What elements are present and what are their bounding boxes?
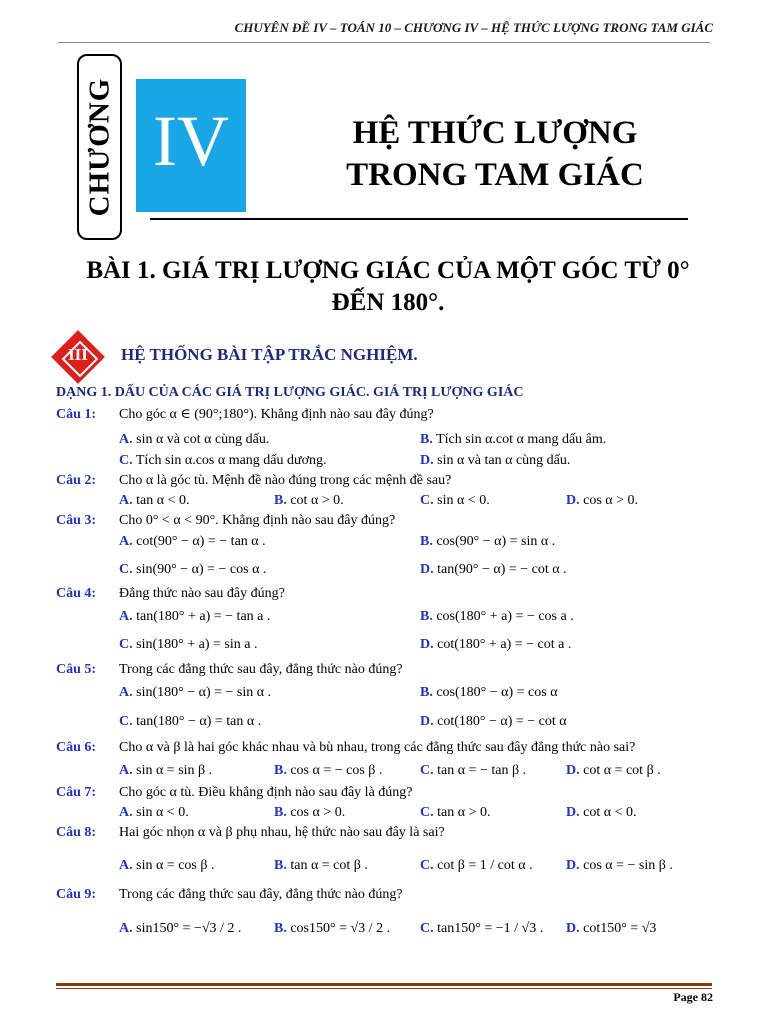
option-text: cot(90° − α) = − tan α . — [136, 534, 266, 549]
option-letter: C. — [420, 858, 434, 873]
option-text: Tích sin α.cot α mang dấu âm. — [436, 432, 607, 447]
page-header: CHUYÊN ĐỀ IV – TOÁN 10 – CHƯƠNG IV – HỆ THỨC LƯỢNG TRONG TAM GIÁC — [234, 20, 713, 35]
option-text: sin(180° − α) = − sin α . — [136, 685, 272, 700]
option-text: cot α > 0. — [290, 493, 344, 508]
option-a — [119, 922, 241, 936]
chapter-label: CHƯƠNG — [83, 77, 116, 217]
option-text: tan(180° + a) = − tan a . — [136, 609, 271, 624]
question-text: Hai góc nhọn α và β phụ nhau, hệ thức nào sau đây là sai? — [119, 825, 445, 840]
option-letter: B. — [420, 685, 433, 700]
option-letter: A. — [119, 858, 133, 873]
option-text: sin α = cos β . — [136, 858, 215, 873]
option-d — [566, 806, 636, 820]
question-label: Câu 7: — [56, 785, 97, 800]
chapter-number-box — [136, 79, 246, 212]
option-b — [420, 686, 558, 700]
chapter-title-underline — [150, 218, 688, 220]
option-a — [119, 610, 270, 624]
option-b — [274, 494, 344, 508]
option-letter: A. — [119, 432, 133, 447]
option-text: sin α và tan α cùng dấu. — [437, 453, 571, 468]
option-letter: C. — [119, 562, 133, 577]
option-text: cot150° = √3 — [583, 921, 657, 936]
option-b — [274, 764, 382, 778]
option-text: sin α = sin β . — [136, 763, 213, 778]
option-c — [420, 764, 526, 778]
option-letter: A. — [119, 534, 133, 549]
option-letter: B. — [274, 493, 287, 508]
question-label: Câu 9: — [56, 887, 97, 902]
option-letter: D. — [420, 637, 434, 652]
option-text: cos α > 0. — [290, 805, 346, 820]
option-d — [566, 764, 661, 778]
option-text: sin α < 0. — [136, 805, 189, 820]
section-title: HỆ THỐNG BÀI TẬP TRẮC NGHIỆM. — [121, 345, 418, 364]
option-letter: A. — [119, 763, 133, 778]
lesson-title-line2: ĐẾN 180°. — [331, 289, 445, 316]
option-c — [119, 715, 261, 729]
option-letter: D. — [566, 493, 580, 508]
question-text: Trong các đẳng thức sau đây, đẳng thức nào đúng? — [119, 662, 403, 677]
option-letter: B. — [274, 763, 287, 778]
option-text: cot α < 0. — [583, 805, 637, 820]
option-letter: C. — [119, 637, 133, 652]
option-letter: A. — [119, 685, 133, 700]
option-b — [274, 806, 345, 820]
page-number: Page 82 — [673, 990, 713, 1004]
question-label: Câu 6: — [56, 740, 97, 755]
option-text: sin150° = −√3 / 2 . — [136, 921, 242, 936]
option-letter: C. — [420, 493, 434, 508]
option-text: tan(90° − α) = − cot α . — [437, 562, 567, 577]
option-letter: B. — [274, 805, 287, 820]
option-letter: A. — [119, 805, 133, 820]
option-letter: C. — [420, 805, 434, 820]
question-label: Câu 2: — [56, 473, 97, 488]
option-text: cos(90° − α) = sin α . — [436, 534, 556, 549]
option-c — [420, 922, 543, 936]
option-text: cot(180° + a) = − cot a . — [437, 637, 572, 652]
question-label: Câu 5: — [56, 662, 97, 677]
option-c — [420, 806, 490, 820]
option-letter: B. — [274, 858, 287, 873]
option-letter: D. — [566, 763, 580, 778]
option-letter: B. — [274, 921, 287, 936]
option-b — [274, 859, 368, 873]
option-text: cos(180° + a) = − cos a . — [436, 609, 574, 624]
option-text: cot α = cot β . — [583, 763, 661, 778]
option-letter: C. — [420, 921, 434, 936]
option-text: cot(180° − α) = − cot α — [437, 714, 567, 729]
option-text: cos(180° − α) = cos α — [436, 685, 558, 700]
option-letter: D. — [420, 453, 434, 468]
question-text: Cho góc α tù. Điều khẳng định nào sau đây là đúng? — [119, 785, 413, 800]
chapter-title-line2: TRONG TAM GIÁC — [346, 157, 644, 193]
option-text: cos α > 0. — [583, 493, 639, 508]
option-letter: C. — [119, 714, 133, 729]
chapter-title-line1: HỆ THỨC LƯỢNG — [352, 115, 638, 151]
option-text: sin(90° − α) = − cos α . — [136, 562, 267, 577]
footer-divider-thin — [56, 988, 712, 989]
question-label: Câu 8: — [56, 825, 97, 840]
option-text: cot β = 1 / cot α . — [437, 858, 533, 873]
option-letter: D. — [566, 805, 580, 820]
question-label: Câu 1: — [56, 407, 97, 422]
section-number: III — [68, 345, 88, 364]
footer-divider-thick — [56, 983, 712, 986]
option-letter: C. — [420, 763, 434, 778]
option-text: sin α < 0. — [437, 493, 490, 508]
question-label: Câu 4: — [56, 586, 97, 601]
option-letter: B. — [420, 609, 433, 624]
option-letter: B. — [420, 534, 433, 549]
option-text: cos150° = √3 / 2 . — [290, 921, 391, 936]
option-letter: C. — [119, 453, 133, 468]
option-text: tan α > 0. — [437, 805, 491, 820]
question-text: Cho α là góc tù. Mệnh đề nào đúng trong các mệnh đề sau? — [119, 473, 452, 488]
option-d — [566, 859, 673, 873]
option-a — [119, 494, 189, 508]
chapter-label-box — [77, 54, 122, 240]
header-divider — [58, 42, 710, 43]
option-d — [420, 563, 567, 577]
option-text: cos α = − sin β . — [583, 858, 673, 873]
option-c — [119, 454, 327, 468]
option-a — [119, 535, 266, 549]
question-text: Cho góc α ∈ (90°;180°). Khẳng định nào sau đây đúng? — [119, 407, 434, 422]
chapter-number: IV — [153, 101, 229, 181]
option-c — [119, 563, 266, 577]
option-text: tan α < 0. — [136, 493, 190, 508]
option-letter: A. — [119, 609, 133, 624]
option-d — [420, 454, 570, 468]
question-label: Câu 3: — [56, 513, 97, 528]
option-b — [274, 922, 390, 936]
option-d — [420, 715, 567, 729]
question-text: Cho 0° < α < 90°. Khẳng định nào sau đây đúng? — [119, 513, 396, 528]
option-b — [420, 433, 606, 447]
option-b — [420, 535, 555, 549]
option-letter: D. — [566, 921, 580, 936]
option-text: Tích sin α.cos α mang dấu dương. — [135, 453, 327, 468]
question-text: Cho α và β là hai góc khác nhau và bù nhau, trong các đẳng thức sau đây đẳng thức nào sai? — [119, 740, 636, 755]
option-letter: B. — [420, 432, 433, 447]
question-text: Trong các đẳng thức sau đây, đẳng thức nào đúng? — [119, 887, 403, 902]
option-text: tan150° = −1 / √3 . — [437, 921, 544, 936]
option-letter: D. — [566, 858, 580, 873]
option-c — [420, 859, 533, 873]
option-text: tan α = − tan β . — [437, 763, 527, 778]
option-letter: A. — [119, 921, 133, 936]
topic-heading: DẠNG 1. DẤU CỦA CÁC GIÁ TRỊ LƯỢNG GIÁC. GIÁ TRỊ LƯỢNG GIÁC — [56, 385, 524, 400]
option-text: tan α = cot β . — [290, 858, 368, 873]
option-letter: D. — [420, 714, 434, 729]
option-b — [420, 610, 574, 624]
option-text: tan(180° − α) = tan α . — [136, 714, 262, 729]
option-c — [119, 638, 257, 652]
option-a — [119, 433, 269, 447]
option-d — [566, 922, 656, 936]
option-d — [566, 494, 638, 508]
option-d — [420, 638, 571, 652]
option-a — [119, 859, 214, 873]
option-text: sin(180° + a) = sin a . — [136, 637, 258, 652]
option-letter: A. — [119, 493, 133, 508]
option-a — [119, 806, 189, 820]
option-a — [119, 686, 271, 700]
question-text: Đẳng thức nào sau đây đúng? — [119, 586, 285, 601]
option-text: cos α = − cos β . — [290, 763, 383, 778]
option-letter: D. — [420, 562, 434, 577]
option-text: sin α và cot α cùng dấu. — [136, 432, 270, 447]
option-a — [119, 764, 212, 778]
option-c — [420, 494, 490, 508]
lesson-title-line1: BÀI 1. GIÁ TRỊ LƯỢNG GIÁC CỦA MỘT GÓC TỪ 0° — [86, 257, 690, 284]
